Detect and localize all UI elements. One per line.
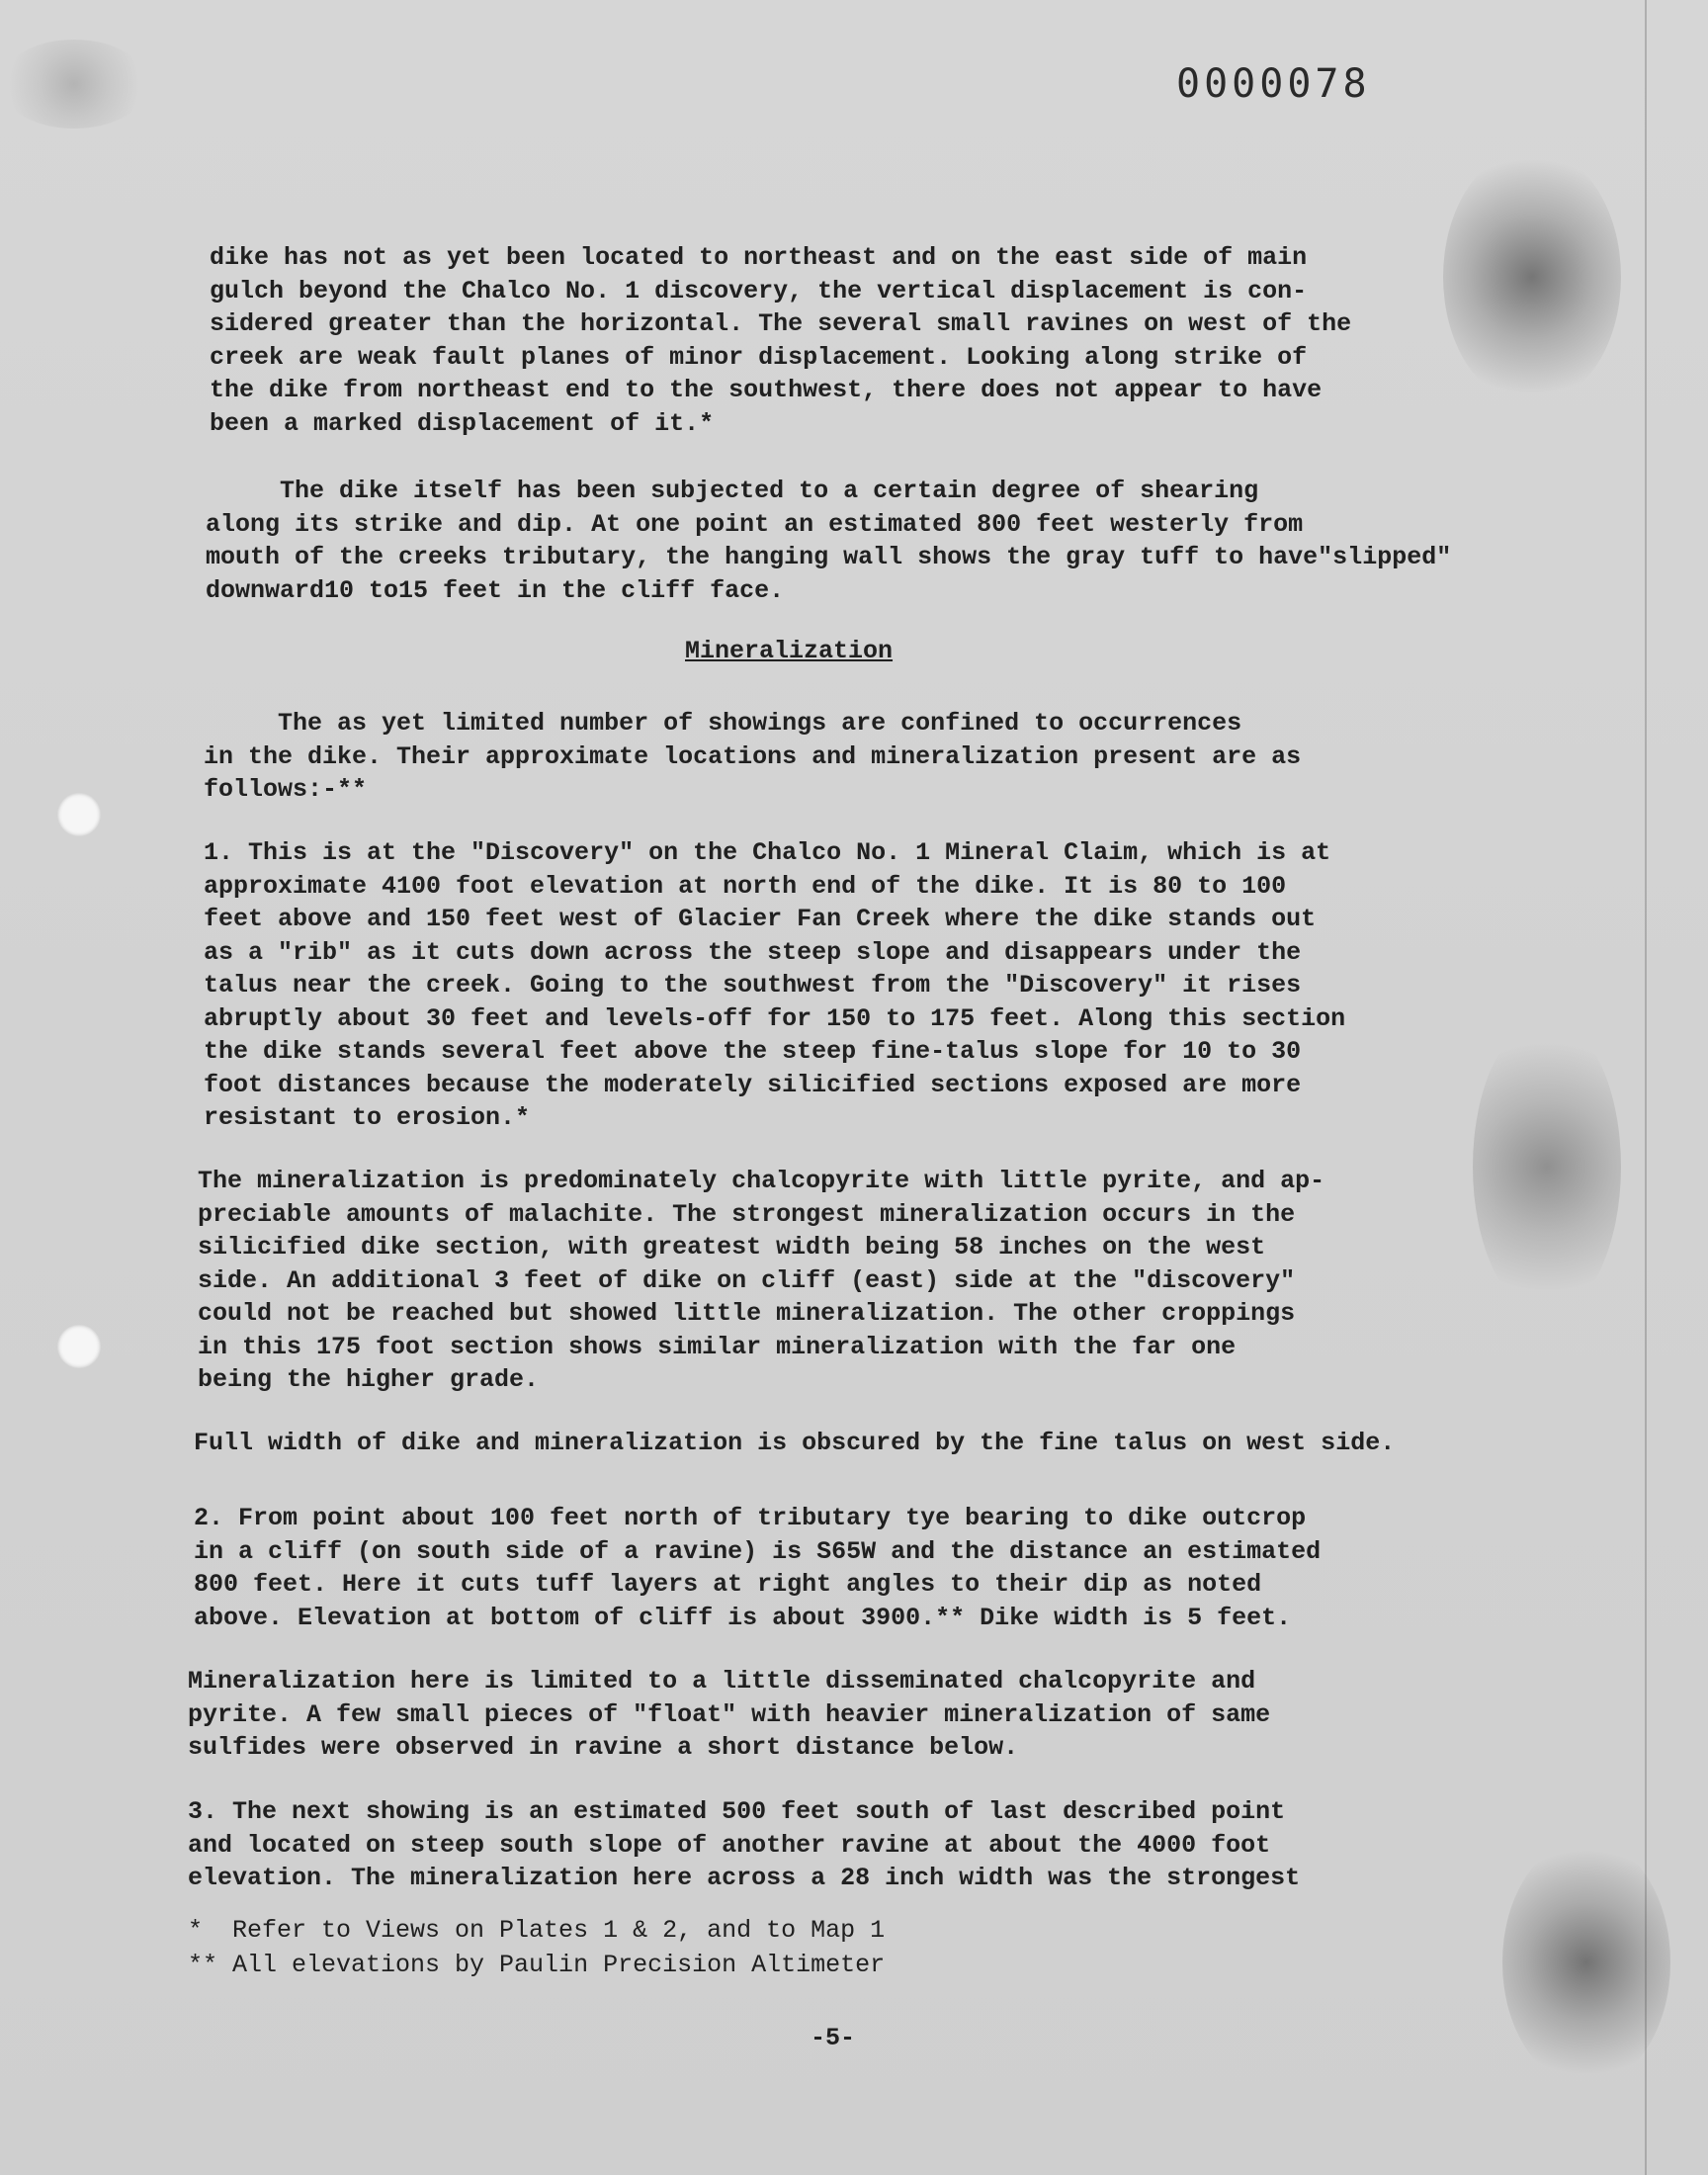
paragraph-showings-intro: The as yet limited number of showings are confined to occurrences in the dike. Their approximate locations and mineralization present are as follows:-** (204, 709, 1302, 804)
punch-hole (57, 793, 101, 836)
showing-1-description: 1. This is at the "Discovery" on the Chalco No. 1 Mineral Claim, which is at approximate 4100 foot elevation at north end of the dike. It is 80 to 100 feet above and 150 feet west of Glacier Fan Creek where the dike stands out as a "rib" as it cuts down across the steep slope and disappears under the talus near the creek. Going to the southwest from the "Discovery" it rises abruptly about 30 feet and levels-off for 150 to 175 feet. Along this section the dike stands several feet above the steep fine-talus slope for 10 to 30 foot distances because the moderately silicified sections exposed are more resistant to erosion.* (204, 838, 1346, 1132)
showing-2-mineralization: Mineralization here is limited to a little disseminated chalcopyrite and pyrite. A few small pieces of "float" with heavier mineralization of same sulfides were observed in ravine a short distance below. (188, 1667, 1271, 1762)
footnote-list: * Refer to Views on Plates 1 & 2, and to Map 1 ** All elevations by Paulin Precision Altimeter (188, 1916, 886, 1979)
page-number: -5- (811, 2024, 856, 2052)
showing-3-description: 3. The next showing is an estimated 500 feet south of last described point and located on steep south slope of another ravine at about the 4000 foot elevation. The mineralization here across a 28 inch width was the strongest (188, 1797, 1301, 1892)
section-heading: Mineralization (685, 637, 894, 665)
page-edge-line (1645, 0, 1647, 2175)
ink-smudge (1443, 148, 1621, 405)
paragraph-shearing: The dike itself has been subjected to a certain degree of shearing along its strike and dip. At one point an estimated 800 feet westerly from mouth of the creeks tributary, the hanging wall shows the gray tuff to have"slipped" downward10 to15 feet in the cliff face. (206, 477, 1452, 605)
showing-2-description: 2. From point about 100 feet north of tributary tye bearing to dike outcrop in a cliff (on south side of a ravine) is S65W and the distance an estimated 800 feet. Here it cuts tuff layers at right angles to their dip as noted above. Elevation at bottom of cliff is about 3900.** Dike width is 5 feet. (194, 1504, 1322, 1632)
paragraph-displacement: dike has not as yet been located to northeast and on the east side of main gulch beyond the Chalco No. 1 discovery, the vertical displacement is con- sidered greater than the horizontal. The several small ravines on west of the creek are weak fault planes of minor displacement. Looking along strike of the dike from northeast end to the southwest, there does not appear to have been a marked displacement of it.* (210, 243, 1352, 438)
ink-smudge (0, 40, 148, 129)
showing-1-mineralization: The mineralization is predominately chalcopyrite with little pyrite, and ap- preciable amounts of malachite. The strongest mineralization occurs in the silicified dike section, with greatest width being 58 inches on the west side. An additional 3 feet of dike on cliff (east) side at the "discovery" could not be reached but showed little mineralization. The other croppings in this 175 foot section shows similar mineralization with the far one being the higher grade. (198, 1167, 1325, 1394)
document-number: 0000078 (1176, 61, 1371, 107)
showing-1-note: Full width of dike and mineralization is obscured by the fine talus on west side. (194, 1429, 1396, 1457)
ink-smudge (1473, 1018, 1621, 1315)
punch-hole (57, 1325, 101, 1368)
